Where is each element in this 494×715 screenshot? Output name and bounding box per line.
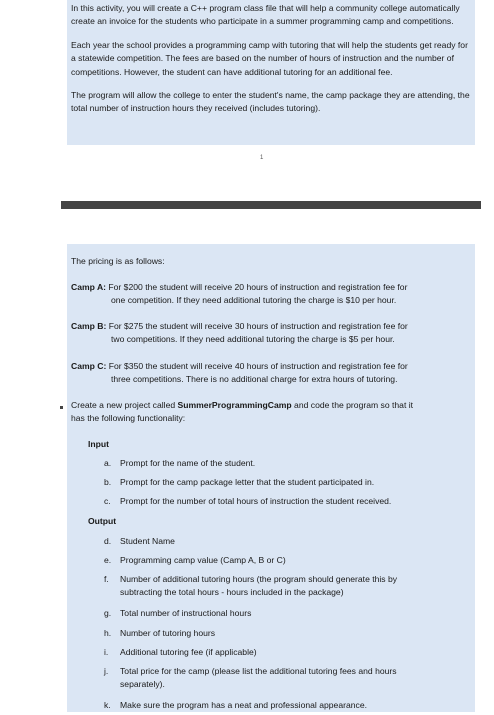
list-letter: j.: [104, 666, 109, 676]
intro-paragraph-1: In this activity, you will create a C++ program class file that will help a community college automatically create an invoice for the students who participate in a summer programming camp and competitions.: [71, 3, 460, 27]
camp-b-description: [71, 320, 471, 347]
task-line2: has the following functionality:: [71, 413, 186, 424]
input-label: Input: [88, 439, 109, 449]
camp-c-description: [71, 360, 471, 387]
list-text: Prompt for the name of the student.: [120, 458, 256, 468]
list-text: [120, 665, 470, 692]
list-letter: k.: [104, 700, 111, 710]
list-text-line1: Number of additional tutoring hours (the program should generate this by: [120, 574, 398, 584]
page-separator: [61, 201, 481, 209]
camp-a-line1: For $200 the student will receive 20 hours of instruction and registration fee for: [108, 282, 408, 292]
list-item: [104, 573, 474, 598]
list-item: [104, 627, 474, 640]
list-item: [104, 535, 474, 548]
list-item: [104, 476, 474, 489]
list-text: Student Name: [120, 536, 175, 546]
task-description: [71, 399, 471, 426]
camp-b-label: Camp B:: [71, 321, 107, 331]
intro-paragraph-3: The program will allow the college to enter the student's name, the camp package they are attending, the total number of instruction hours they received (includes tutoring).: [71, 90, 470, 114]
list-item: [104, 495, 474, 508]
list-item: [104, 554, 474, 567]
list-item: [104, 646, 474, 659]
page-number: 1: [260, 155, 264, 161]
list-text: Number of tutoring hours: [120, 628, 216, 638]
list-letter: h.: [104, 628, 112, 638]
list-letter: c.: [104, 496, 111, 506]
task-prefix: Create a new project called: [71, 400, 178, 410]
bullet-icon: [60, 406, 63, 409]
list-text: [120, 573, 470, 600]
list-letter: d.: [104, 536, 112, 546]
list-letter: f.: [104, 574, 109, 584]
camp-c-line1: For $350 the student will receive 40 hours of instruction and registration fee for: [108, 361, 408, 371]
list-letter: i.: [104, 647, 109, 657]
camp-c-label: Camp C:: [71, 361, 107, 371]
camp-a-line2: one competition. If they need additional tutoring the charge is $10 per hour.: [111, 295, 397, 306]
list-item: [104, 457, 474, 470]
camp-a-label: Camp A:: [71, 282, 107, 292]
list-text: Prompt for the number of total hours of instruction the student received.: [120, 496, 392, 506]
camp-b-line1: For $275 the student will receive 30 hours of instruction and registration fee for: [108, 321, 408, 331]
list-text: Prompt for the camp package letter that the student participated in.: [120, 477, 375, 487]
camp-a-description: [71, 281, 471, 308]
list-item: [104, 665, 474, 690]
pricing-heading: The pricing is as follows:: [71, 256, 165, 266]
list-text-line1: Total price for the camp (please list the additional tutoring fees and hours: [120, 666, 397, 676]
project-name: SummerProgrammingCamp: [177, 400, 292, 410]
list-letter: e.: [104, 555, 112, 565]
output-label: Output: [88, 516, 117, 526]
list-text: Total number of instructional hours: [120, 608, 252, 618]
task-suffix: and code the program so that it: [291, 400, 414, 410]
list-letter: a.: [104, 458, 112, 468]
list-item: [104, 699, 474, 712]
list-letter: b.: [104, 477, 112, 487]
list-text: Additional tutoring fee (if applicable): [120, 647, 257, 657]
list-text-line2: separately).: [120, 679, 165, 690]
camp-b-line2: two competitions. If they need additional tutoring the charge is $5 per hour.: [111, 334, 395, 345]
list-item: [104, 607, 474, 620]
list-text-line2: subtracting the total hours - hours included in the package): [120, 587, 344, 598]
list-letter: g.: [104, 608, 112, 618]
camp-c-line2: three competitions. There is no additional charge for extra hours of tutoring.: [111, 374, 398, 385]
intro-paragraph-2: Each year the school provides a programming camp with tutoring that will help the students get ready for a statewide competition. The fees are based on the number of hours of instruction and the number of competitions. However, the student can have additional tutoring for an additional fee.: [71, 39, 468, 77]
list-text: Make sure the program has a neat and professional appearance.: [120, 700, 367, 710]
intro-section: [67, 0, 475, 145]
list-text: Programming camp value (Camp A, B or C): [120, 555, 286, 565]
